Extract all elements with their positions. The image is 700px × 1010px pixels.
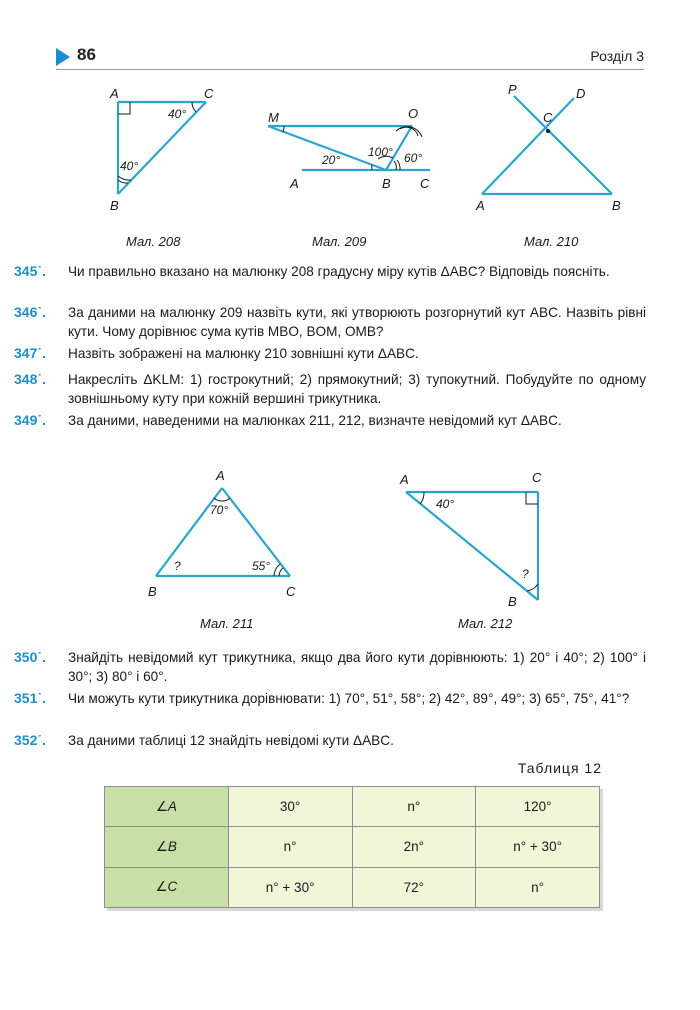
angle-label-20: 20° bbox=[322, 153, 341, 167]
page-header bbox=[56, 44, 644, 70]
angle-label-100: 100° bbox=[368, 145, 393, 159]
problem-350 bbox=[14, 648, 646, 686]
table-cell: 120° bbox=[476, 787, 600, 827]
angle-label-c: 40° bbox=[168, 107, 187, 121]
problem-number: 346˙. bbox=[14, 304, 46, 320]
problem-text: За даними таблиці 12 знайдіть невідомі кути ΔABC. bbox=[68, 733, 394, 748]
problem-text: Чи можуть кути трикутника дорівнювати: 1) 70°, 51°, 58°; 2) 42°, 89°, 49°; 3) 65°, 75°, 41°? bbox=[68, 691, 630, 706]
row-header: ∠B bbox=[105, 827, 229, 867]
table-cell: n° bbox=[352, 787, 476, 827]
vertex-label-a: A bbox=[400, 472, 409, 487]
figure-210 bbox=[470, 82, 630, 217]
row-header: ∠C bbox=[105, 867, 229, 907]
point-label-b: B bbox=[382, 176, 391, 191]
page-arrow-icon bbox=[56, 48, 70, 66]
problem-347 bbox=[14, 344, 646, 363]
table-row bbox=[105, 787, 600, 827]
caption-211: Мал. 211 bbox=[200, 616, 254, 631]
angle-label-b: 40° bbox=[120, 159, 139, 173]
problem-number: 349˙. bbox=[14, 412, 46, 428]
angles-table bbox=[104, 786, 600, 908]
table-cell: n° bbox=[228, 827, 352, 867]
caption-212: Мал. 212 bbox=[458, 616, 513, 631]
angle-label-b: ? bbox=[522, 567, 529, 581]
vertex-label-a: A bbox=[110, 86, 119, 101]
problem-text: Накресліть ΔKLM: 1) гострокутний; 2) прямокутний; 3) тупокутний. Побудуйте по одному зовнішньому куту при кожній вершині трикутника. bbox=[68, 372, 646, 406]
problem-number: 350˙. bbox=[14, 649, 46, 665]
figure-211 bbox=[140, 464, 310, 609]
point-label-o: O bbox=[408, 106, 419, 121]
problem-352 bbox=[14, 731, 646, 750]
table-cell: 72° bbox=[352, 867, 476, 907]
problem-348 bbox=[14, 370, 646, 408]
ray-label-p: P bbox=[508, 82, 517, 97]
table-caption: Таблиця 12 bbox=[517, 760, 602, 776]
problem-number: 351˙. bbox=[14, 690, 46, 706]
point-label-m: M bbox=[268, 110, 279, 125]
problem-number: 347˙. bbox=[14, 345, 46, 361]
problem-number: 348˙. bbox=[14, 371, 46, 387]
header-divider bbox=[56, 69, 644, 70]
vertex-label-a: A bbox=[476, 198, 485, 213]
row-header: ∠A bbox=[105, 787, 229, 827]
caption-208: Мал. 208 bbox=[126, 234, 181, 249]
angle-label-c: 55° bbox=[252, 559, 271, 573]
problem-number: 352˙. bbox=[14, 732, 46, 748]
vertex-label-b: B bbox=[110, 198, 119, 213]
point-label-c: C bbox=[420, 176, 430, 191]
problem-text: Чи правильно вказано на малюнку 208 градусну міру кутів ΔABC? Відповідь поясніть. bbox=[68, 264, 610, 279]
table-row bbox=[105, 867, 600, 907]
caption-209: Мал. 209 bbox=[312, 234, 367, 249]
table-cell: 2n° bbox=[352, 827, 476, 867]
vertex-label-b: B bbox=[612, 198, 621, 213]
vertex-label-c: C bbox=[543, 110, 553, 125]
problem-345 bbox=[14, 262, 646, 281]
problem-number: 345˙. bbox=[14, 263, 46, 279]
angle-label-60: 60° bbox=[404, 151, 423, 165]
table-row bbox=[105, 827, 600, 867]
figure-209 bbox=[264, 102, 444, 197]
figure-208 bbox=[100, 82, 240, 217]
angle-label-b: ? bbox=[174, 559, 181, 573]
vertex-label-c: C bbox=[204, 86, 214, 101]
angle-label-a: 70° bbox=[210, 503, 229, 517]
problem-349 bbox=[14, 411, 646, 430]
table-cell: 30° bbox=[228, 787, 352, 827]
page-number: 86 bbox=[77, 45, 96, 64]
problem-351 bbox=[14, 689, 646, 708]
problem-346 bbox=[14, 303, 646, 341]
caption-210: Мал. 210 bbox=[524, 234, 579, 249]
problem-text: Назвіть зображені на малюнку 210 зовнішні кути ΔABC. bbox=[68, 346, 419, 361]
vertex-label-b: B bbox=[148, 584, 157, 599]
table-cell: n° bbox=[476, 867, 600, 907]
vertex-label-c: C bbox=[286, 584, 296, 599]
vertex-label-a: A bbox=[216, 468, 225, 483]
figure-212 bbox=[392, 464, 562, 609]
table-cell: n° + 30° bbox=[228, 867, 352, 907]
vertex-label-b: B bbox=[508, 594, 517, 609]
problem-text: За даними, наведеними на малюнках 211, 212, визначте невідомий кут ΔABC. bbox=[68, 413, 562, 428]
table-cell: n° + 30° bbox=[476, 827, 600, 867]
point-label-a: A bbox=[290, 176, 299, 191]
ray-label-d: D bbox=[576, 86, 586, 101]
angle-label-a: 40° bbox=[436, 497, 455, 511]
section-label: Розділ 3 bbox=[590, 48, 644, 64]
vertex-label-c: C bbox=[532, 470, 542, 485]
problem-text: За даними на малюнку 209 назвіть кути, які утворюють розгорнутий кут ABC. Назвіть рівні кути. Чому дорівнює сума кутів MBO, BOM, OMB? bbox=[68, 305, 646, 339]
problem-text: Знайдіть невідомий кут трикутника, якщо два його кути дорівнюють: 1) 20° і 40°; 2) 100° і 30°; 3) 80° і 60°. bbox=[68, 650, 646, 684]
